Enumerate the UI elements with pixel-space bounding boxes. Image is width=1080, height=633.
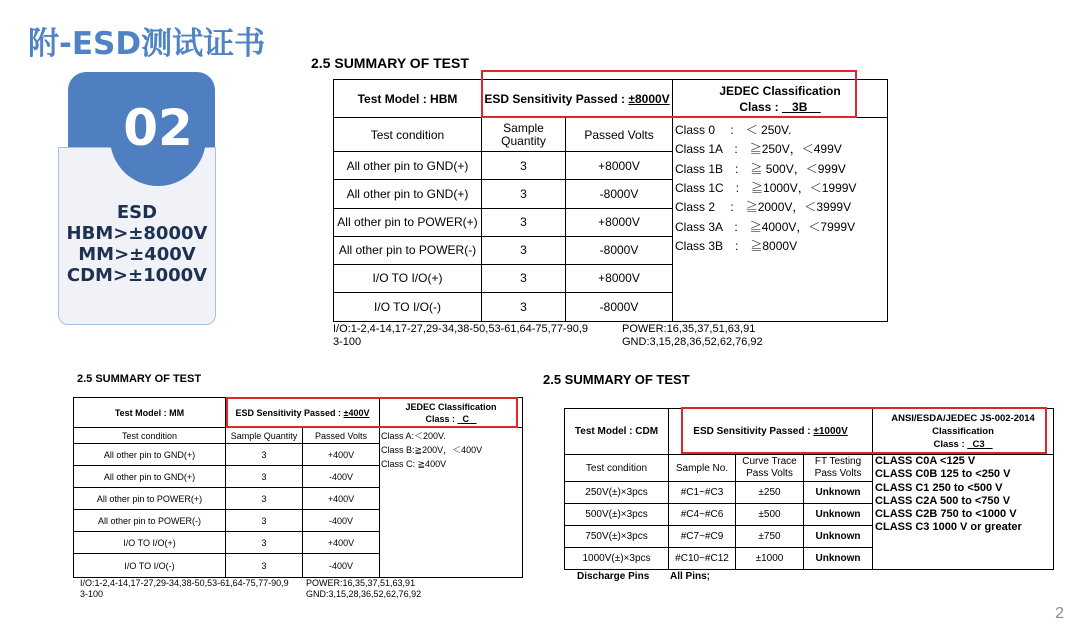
mm-col-condition: Test condition xyxy=(74,428,226,444)
cdm-cell: #C1~#C3 xyxy=(669,482,736,504)
mm-sens-value: ±400V xyxy=(343,407,370,418)
hbm-cell: +8000V xyxy=(566,208,673,236)
mm-cell: All other pin to POWER(+) xyxy=(74,488,226,510)
mm-cell: 3 xyxy=(226,510,303,532)
hbm-cell: I/O TO I/O(+) xyxy=(334,264,482,292)
cdm-cell: 500V(±)×3pcs xyxy=(565,504,669,526)
cdm-cell: Unknown xyxy=(804,548,873,570)
mm-class-b: Class B:≧200V，＜400V xyxy=(381,445,483,455)
cdm-cell: #C7~#C9 xyxy=(669,526,736,548)
hbm-col-condition: Test condition xyxy=(334,118,482,152)
hbm-jedec-label: JEDEC Classification xyxy=(719,83,841,98)
cdm-cell: Unknown xyxy=(804,526,873,548)
badge-number: 02 xyxy=(123,99,193,157)
cdm-footer-pins: All Pins; xyxy=(670,571,711,582)
mm-cell: 3 xyxy=(226,554,303,578)
cdm-standard-label: ANSI/ESDA/JEDEC JS-002-2014 xyxy=(891,413,1035,424)
mm-col-volts: Passed Volts xyxy=(303,428,380,444)
cdm-class-label: Class : xyxy=(933,439,968,450)
cdm-cell: 1000V(±)×3pcs xyxy=(565,548,669,570)
cdm-class-c0a: CLASS C0A <125 V xyxy=(875,455,976,467)
mm-cell: 3 xyxy=(226,444,303,466)
hbm-class-1c: Class 1C : ≧1000V，＜1999V xyxy=(675,181,857,196)
mm-class-label: Class : xyxy=(425,413,458,424)
hbm-class-label: Class : xyxy=(739,99,782,114)
hbm-cell: +8000V xyxy=(566,264,673,292)
cdm-cell: #C4~#C6 xyxy=(669,504,736,526)
mm-section-title: 2.5 SUMMARY OF TEST xyxy=(77,373,202,385)
cdm-class-c2b: CLASS C2B 750 to <1000 V xyxy=(875,508,1017,521)
mm-cell: All other pin to POWER(-) xyxy=(74,510,226,532)
badge-line-mm: MM>±400V xyxy=(78,244,196,265)
hbm-class-0: Class 0 : ＜ 250V. xyxy=(675,123,792,138)
hbm-cell: 3 xyxy=(482,152,566,180)
cdm-cell: ±750 xyxy=(736,526,804,548)
badge-text xyxy=(58,202,216,286)
cdm-class-value-text: C3 xyxy=(972,439,985,450)
cdm-test-model: Test Model : CDM xyxy=(565,409,669,455)
hbm-test-model: Test Model : HBM xyxy=(334,80,482,118)
hbm-cell: 3 xyxy=(482,236,566,264)
mm-jedec-label: JEDEC Classification xyxy=(405,401,497,412)
cdm-cell: ±1000 xyxy=(736,548,804,570)
mm-highlight-box xyxy=(226,397,518,428)
hbm-sens-value: ±8000V xyxy=(628,91,670,106)
mm-class-a: Class A:＜200V. xyxy=(381,431,446,441)
mm-cell: I/O TO I/O(+) xyxy=(74,532,226,554)
hbm-cell: 3 xyxy=(482,292,566,321)
hbm-footer-io: I/O:1-2,4-14,17-27,29-34,38-50,53-61,64-75,77-90,9 3-100 xyxy=(333,323,589,348)
mm-cell: -400V xyxy=(303,466,380,488)
hbm-cell: 3 xyxy=(482,180,566,208)
cdm-highlight-box xyxy=(681,407,1047,454)
hbm-class-value-text: 3B xyxy=(792,99,808,114)
cdm-cell: ±250 xyxy=(736,482,804,504)
cdm-cell: Unknown xyxy=(804,504,873,526)
cdm-section-title: 2.5 SUMMARY OF TEST xyxy=(543,372,690,387)
mm-cell: -400V xyxy=(303,554,380,578)
cdm-col-condition: Test condition xyxy=(565,455,669,482)
cdm-cell: ±500 xyxy=(736,504,804,526)
hbm-cell: 3 xyxy=(482,208,566,236)
hbm-class-3b: Class 3B : ≧8000V xyxy=(675,238,798,253)
hbm-highlight-box xyxy=(481,70,857,118)
page-title: 附-ESD测试证书 xyxy=(28,26,266,62)
hbm-class-1b: Class 1B : ≧ 500V，＜999V xyxy=(675,161,846,176)
hbm-col-quantity: Sample Quantity xyxy=(482,118,566,152)
mm-cell: -400V xyxy=(303,510,380,532)
hbm-class-2: Class 2 : ≧2000V，＜3999V xyxy=(675,200,852,215)
cdm-class-list xyxy=(873,455,1054,570)
badge-line-esd: ESD xyxy=(116,202,158,223)
cdm-sens-value: ±1000V xyxy=(813,426,848,437)
hbm-class-list xyxy=(673,118,888,322)
cdm-class-c3: CLASS C3 1000 V or greater xyxy=(875,521,1022,534)
cdm-footer-discharge: Discharge Pins xyxy=(577,571,650,582)
hbm-cell: +8000V xyxy=(566,152,673,180)
mm-class-list xyxy=(380,428,523,578)
cdm-sens-label: ESD Sensitivity Passed : xyxy=(693,426,814,437)
hbm-section-title: 2.5 SUMMARY OF TEST xyxy=(311,55,469,71)
mm-cell: +400V xyxy=(303,488,380,510)
mm-test-model: Test Model : MM xyxy=(74,398,226,428)
hbm-cell: -8000V xyxy=(566,292,673,321)
badge-line-cdm: CDM>±1000V xyxy=(66,265,208,286)
hbm-cell: All other pin to POWER(+) xyxy=(334,208,482,236)
hbm-class-3a: Class 3A : ≧4000V，＜7999V xyxy=(675,219,856,234)
mm-class-value-text: C xyxy=(462,413,470,424)
cdm-col-curve-trace: Curve Trace Pass Volts xyxy=(736,455,804,482)
mm-col-quantity: Sample Quantity xyxy=(226,428,303,444)
badge-line-hbm: HBM>±8000V xyxy=(66,223,208,244)
mm-cell: +400V xyxy=(303,532,380,554)
cdm-col-sample: Sample No. xyxy=(669,455,736,482)
cdm-classification-label: Classification xyxy=(932,426,994,437)
hbm-cell: -8000V xyxy=(566,180,673,208)
mm-class-c: Class C: ≧400V xyxy=(381,459,447,469)
mm-cell: 3 xyxy=(226,466,303,488)
mm-sens-label: ESD Sensitivity Passed : xyxy=(235,407,344,418)
hbm-cell: All other pin to POWER(-) xyxy=(334,236,482,264)
mm-cell: All other pin to GND(+) xyxy=(74,444,226,466)
hbm-cell: All other pin to GND(+) xyxy=(334,152,482,180)
hbm-cell: I/O TO I/O(-) xyxy=(334,292,482,321)
hbm-cell: -8000V xyxy=(566,236,673,264)
mm-cell: All other pin to GND(+) xyxy=(74,466,226,488)
mm-cell: 3 xyxy=(226,532,303,554)
cdm-cell: #C10~#C12 xyxy=(669,548,736,570)
cdm-cell: Unknown xyxy=(804,482,873,504)
mm-cell: I/O TO I/O(-) xyxy=(74,554,226,578)
cdm-cell: 250V(±)×3pcs xyxy=(565,482,669,504)
hbm-footer-power: POWER:16,35,37,51,63,91 GND:3,15,28,36,52,62,76,92 xyxy=(622,323,763,348)
esd-badge-card xyxy=(58,72,216,324)
hbm-sens-label: ESD Sensitivity Passed : xyxy=(484,91,629,106)
page-number: 2 xyxy=(1055,605,1064,622)
cdm-class-c2a: CLASS C2A 500 to <750 V xyxy=(875,494,1011,507)
mm-footer-io: I/O:1-2,4-14,17-27,29-34,38-50,53-61,64-75,77-90,9 3-100 xyxy=(80,578,289,599)
hbm-cell: All other pin to GND(+) xyxy=(334,180,482,208)
mm-cell: 3 xyxy=(226,488,303,510)
mm-cell: +400V xyxy=(303,444,380,466)
cdm-cell: 750V(±)×3pcs xyxy=(565,526,669,548)
hbm-cell: 3 xyxy=(482,264,566,292)
cdm-class-c0b: CLASS C0B 125 to <250 V xyxy=(875,468,1011,481)
cdm-col-ft-testing: FT Testing Pass Volts xyxy=(804,455,873,482)
hbm-class-1a: Class 1A : ≧250V，＜499V xyxy=(675,142,842,157)
mm-footer-power: POWER:16,35,37,51,63,91 GND:3,15,28,36,52,62,76,92 xyxy=(306,578,422,599)
cdm-class-c1: CLASS C1 250 to <500 V xyxy=(875,481,1003,494)
hbm-col-volts: Passed Volts xyxy=(566,118,673,152)
